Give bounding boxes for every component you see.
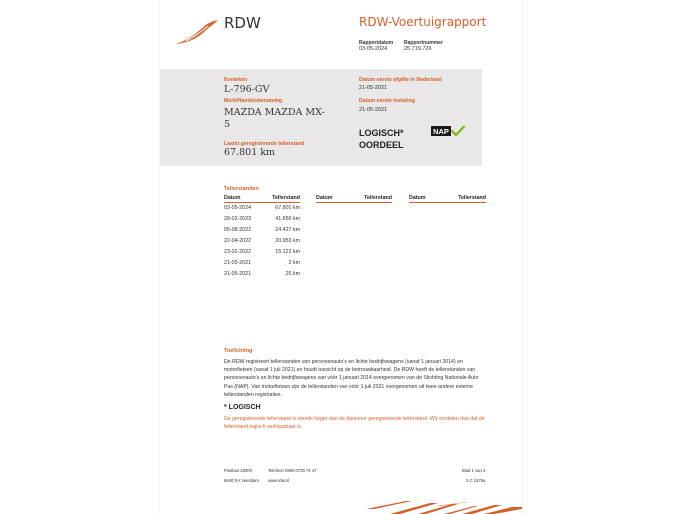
brand-name: RDW	[224, 14, 261, 32]
reading-date: 21-05-2021	[224, 260, 252, 266]
report-number-value: 25.719.726	[404, 46, 432, 52]
readings-header-group-1	[224, 195, 300, 203]
first-admission-value: 21-05-2021	[359, 107, 388, 113]
footer-code: 3 C 1675a	[466, 478, 486, 483]
readings-header-group-2	[316, 195, 392, 203]
verdict	[359, 127, 419, 151]
reading-value: 24.427 km	[275, 227, 300, 233]
reading-date: 21-05-2021	[224, 271, 252, 277]
reading-date: 22-04-2022	[224, 238, 252, 244]
table-row	[224, 227, 300, 238]
reading-value: 25 km	[285, 271, 300, 277]
odometer-label: Laatst geregistreerde tellerstand	[224, 141, 305, 147]
rdw-logo-icon	[174, 18, 220, 46]
table-row	[224, 216, 300, 227]
footer-phone: Telefoon 0900 0739 74 47	[268, 468, 317, 473]
logisch-title: * LOGISCH	[224, 404, 261, 411]
readings-header-group-3	[409, 195, 486, 203]
first-registration-nl-value: 21-05-2021	[359, 85, 388, 91]
plate-label: Kenteken	[224, 77, 248, 83]
reading-date: 28-02-2023	[224, 216, 252, 222]
col-date-3: Datum	[409, 195, 426, 201]
col-reading-3: Tellerstand	[458, 195, 486, 201]
report-title: RDW-Voertuigrapport	[359, 15, 487, 29]
col-date-2: Datum	[316, 195, 333, 201]
odometer-value: 67.801 km	[224, 147, 276, 158]
make-label: Merk/Handelsbenaming	[224, 98, 283, 104]
reading-date: 03-05-2024	[224, 205, 252, 211]
report-date-label: Rapportdatum	[359, 40, 394, 46]
verdict-line1: LOGISCH*	[359, 128, 404, 138]
table-row	[224, 260, 300, 271]
col-reading-1: Tellerstand	[272, 195, 300, 201]
footer-address: 9640 RA Veendam	[224, 478, 259, 483]
report-number-label: Rapportnummer	[404, 40, 443, 46]
report-date-value: 03-05-2024	[359, 46, 388, 52]
reading-value: 15.122 km	[275, 249, 300, 255]
make-value-line1: MAZDA MAZDA MX-	[224, 107, 325, 118]
first-registration-nl-label: Datum eerste afgifte in Nederland	[359, 77, 442, 83]
logisch-body: De geregistreerde tellerstand is steeds hoger dan de daarvoor geregistreerde tellerstand. Wij oordelen dan dat de tellerstand logisch verklaarbaar is.	[224, 416, 485, 431]
reading-value: 2 km	[288, 260, 300, 266]
plate-value: L-796-GV	[224, 84, 270, 95]
footer-page-number: Blad 1 van 3	[462, 468, 486, 473]
explanation-title: Toelichting	[224, 348, 253, 354]
reading-value: 20.953 km	[275, 238, 300, 244]
reading-date: 23-02-2022	[224, 249, 252, 255]
verdict-line2: OORDEEL	[359, 140, 404, 150]
reading-value: 67.801 km	[275, 205, 300, 211]
reading-value: 41.656 km	[275, 216, 300, 222]
table-row	[224, 271, 300, 282]
table-row	[224, 238, 300, 249]
footer-website: www.rdw.nl	[268, 478, 289, 483]
footer-postbus: Postbus 30000	[224, 468, 252, 473]
first-admission-label: Datum eerste toelating	[359, 98, 415, 104]
nap-checkmark-icon	[431, 126, 465, 136]
readings-title: Tellerstanden	[224, 186, 259, 192]
make-value-line2: 5	[224, 119, 231, 130]
table-row	[224, 249, 300, 260]
table-row	[224, 205, 300, 216]
reading-date: 05-08-2022	[224, 227, 252, 233]
col-reading-2: Tellerstand	[364, 195, 392, 201]
decorative-stripes-icon	[366, 497, 522, 514]
col-date-1: Datum	[224, 195, 241, 201]
nap-text: NAP	[433, 127, 449, 136]
explanation-body: De RDW registreert tellerstanden van personenauto's en lichte bedrijfswagens (vanaf 1 januari 2014) en motorfietsen (vanaf 1 juli 2021) en houdt toezicht op de betrouwbaarheid. De RDW heeft de tellerstanden van personenauto's en lichte bedrijfswagens van vóór 1 januari 2014 overgenomen van de Stichting Nationale Auto Pas (NAP). Van motorfietsen zijn de tellerstanden van vóór 1 juli 2021 overgenomen uit twee andere externe tellerstanden registraties.	[224, 359, 479, 398]
